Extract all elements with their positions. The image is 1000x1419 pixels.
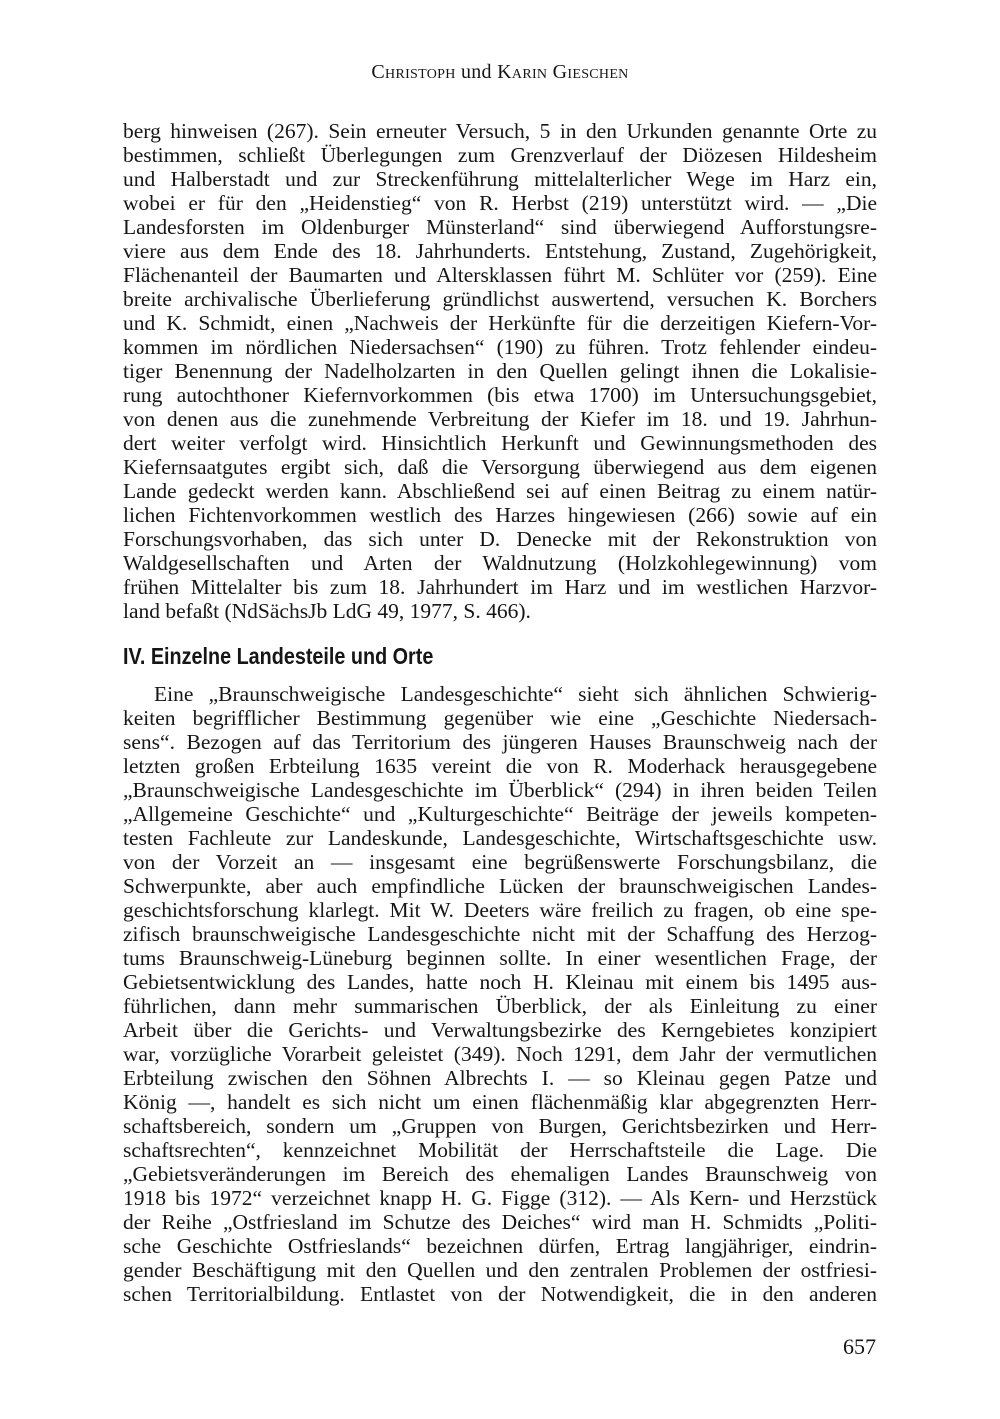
text-line: schen Territorialbildung. Entlastet von der Notwendigkeit, die in den anderen: [123, 1282, 877, 1306]
text-line: land befaßt (NdSächsJb LdG 49, 1977, S. 466).: [123, 599, 531, 623]
running-head-joiner: und: [460, 61, 492, 83]
text-line: geschichtsforschung klarlegt. Mit W. Deeters wäre freilich zu fragen, ob eine spe-: [123, 898, 877, 922]
text-line: letzten großen Erbteilung 1635 vereint die von R. Moderhack herausgegebene: [123, 754, 877, 778]
text-line: frühen Mittelalter bis zum 18. Jahrhundert im Harz und im westlichen Harzvor-: [123, 575, 877, 599]
text-line: Eine „Braunschweigische Landesgeschichte“ sieht sich ähnlichen Schwierig-: [154, 682, 877, 706]
text-line: Arbeit über die Gerichts- und Verwaltungsbezirke des Kerngebietes konzipiert: [123, 1018, 877, 1042]
text-line: bestimmen, schließt Überlegungen zum Grenzverlauf der Diözesen Hildesheim: [123, 143, 877, 167]
text-line: breite archivalische Überlieferung gründlichst auswertend, versuchen K. Borchers: [123, 287, 877, 311]
section-heading: IV. Einzelne Landesteile und Orte: [123, 643, 434, 669]
paragraph-2: [123, 682, 877, 1306]
text-line: schaftsbereich, sondern um „Gruppen von Burgen, Gerichtsbezirken und Herr-: [123, 1114, 877, 1138]
text-line: berg hinweisen (267). Sein erneuter Versuch, 5 in den Urkunden genannte Orte zu: [123, 119, 877, 143]
text-line: viere aus dem Ende des 18. Jahrhunderts. Entstehung, Zustand, Zugehörigkeit,: [123, 239, 877, 263]
text-line: Erbteilung zwischen den Söhnen Albrechts I. — so Kleinau gegen Patze und: [123, 1066, 877, 1090]
text-line: der Reihe „Ostfriesland im Schutze des Deiches“ wird man H. Schmidts „Politi-: [123, 1210, 877, 1234]
text-line: kommen im nördlichen Niedersachsen“ (190) zu führen. Trotz fehlender eindeu-: [123, 335, 877, 359]
text-line: Forschungsvorhaben, das sich unter D. Denecke mit der Rekonstruktion von: [123, 527, 877, 551]
text-line: Landesforsten im Oldenburger Münsterland“ sind überwiegend Aufforstungsre-: [123, 215, 877, 239]
text-line: und Halberstadt und zur Streckenführung mittelalterlicher Wege im Harz ein,: [123, 167, 877, 191]
text-line: von der Vorzeit an — insgesamt eine begrüßenswerte Forschungsbilanz, die: [123, 850, 877, 874]
text-line: keiten begrifflicher Bestimmung gegenüber wie eine „Geschichte Niedersach-: [123, 706, 877, 730]
running-head: [123, 60, 877, 84]
text-line: zifisch braunschweigische Landesgeschichte nicht mit der Schaffung des Herzog-: [123, 922, 877, 946]
text-line: Kiefernsaatgutes ergibt sich, daß die Versorgung überwiegend aus dem eigenen: [123, 455, 877, 479]
text-line: führlichen, dann mehr summarischen Überblick, der als Einleitung zu einer: [123, 994, 877, 1018]
running-head-author2: Karin Gieschen: [497, 61, 629, 83]
page-number: 657: [843, 1334, 876, 1359]
paragraph-1: [123, 119, 877, 623]
running-head-author1: Christoph: [371, 61, 456, 83]
text-line: gender Beschäftigung mit den Quellen und den zentralen Problemen der ostfriesi-: [123, 1258, 877, 1282]
text-line: König —, handelt es sich nicht um einen flächenmäßig klar abgegrenzten Herr-: [123, 1090, 877, 1114]
text-line: lichen Fichtenvorkommen westlich des Harzes hingewiesen (266) sowie auf ein: [123, 503, 877, 527]
text-line: testen Fachleute zur Landeskunde, Landesgeschichte, Wirtschaftsgeschichte usw.: [123, 826, 877, 850]
text-line: 1918 bis 1972“ verzeichnet knapp H. G. Figge (312). — Als Kern- und Herzstück: [123, 1186, 877, 1210]
text-line: Waldgesellschaften und Arten der Waldnutzung (Holzkohlegewinnung) vom: [123, 551, 877, 575]
text-line: Gebietsentwicklung des Landes, hatte noch H. Kleinau mit einem bis 1495 aus-: [123, 970, 877, 994]
text-line: tiger Benennung der Nadelholzarten in den Quellen gelingt ihnen die Lokalisie-: [123, 359, 877, 383]
text-line: dert weiter verfolgt wird. Hinsichtlich Herkunft und Gewinnungsmethoden des: [123, 431, 877, 455]
text-line: wobei er für den „Heidenstieg“ von R. Herbst (219) unterstützt wird. — „Die: [123, 191, 877, 215]
text-line: war, vorzügliche Vorarbeit geleistet (349). Noch 1291, dem Jahr der vermutlichen: [123, 1042, 877, 1066]
text-line: „Braunschweigische Landesgeschichte im Überblick“ (294) in ihren beiden Teilen: [123, 778, 877, 802]
text-line: tums Braunschweig-Lüneburg beginnen sollte. In einer wesentlichen Frage, der: [123, 946, 877, 970]
text-line: Lande gedeckt werden kann. Abschließend sei auf einen Beitrag zu einem natür-: [123, 479, 877, 503]
text-line: rung autochthoner Kiefernvorkommen (bis etwa 1700) im Untersuchungsgebiet,: [123, 383, 877, 407]
text-line: „Gebietsveränderungen im Bereich des ehemaligen Landes Braunschweig von: [123, 1162, 877, 1186]
text-line: von denen aus die zunehmende Verbreitung der Kiefer im 18. und 19. Jahrhun-: [123, 407, 877, 431]
text-line: sens“. Bezogen auf das Territorium des jüngeren Hauses Braunschweig nach der: [123, 730, 877, 754]
text-line: schaftsrechten“, kennzeichnet Mobilität der Herrschaftsteile die Lage. Die: [123, 1138, 877, 1162]
text-line: Schwerpunkte, aber auch empfindliche Lücken der braunschweigischen Landes-: [123, 874, 877, 898]
text-line: „Allgemeine Geschichte“ und „Kulturgeschichte“ Beiträge der jeweils kompeten-: [123, 802, 877, 826]
text-line: Flächenanteil der Baumarten und Altersklassen führt M. Schlüter vor (259). Eine: [123, 263, 877, 287]
text-line: sche Geschichte Ostfrieslands“ bezeichnen dürfen, Ertrag langjähriger, eindrin-: [123, 1234, 877, 1258]
text-line: und K. Schmidt, einen „Nachweis der Herkünfte für die derzeitigen Kiefern-Vor-: [123, 311, 877, 335]
